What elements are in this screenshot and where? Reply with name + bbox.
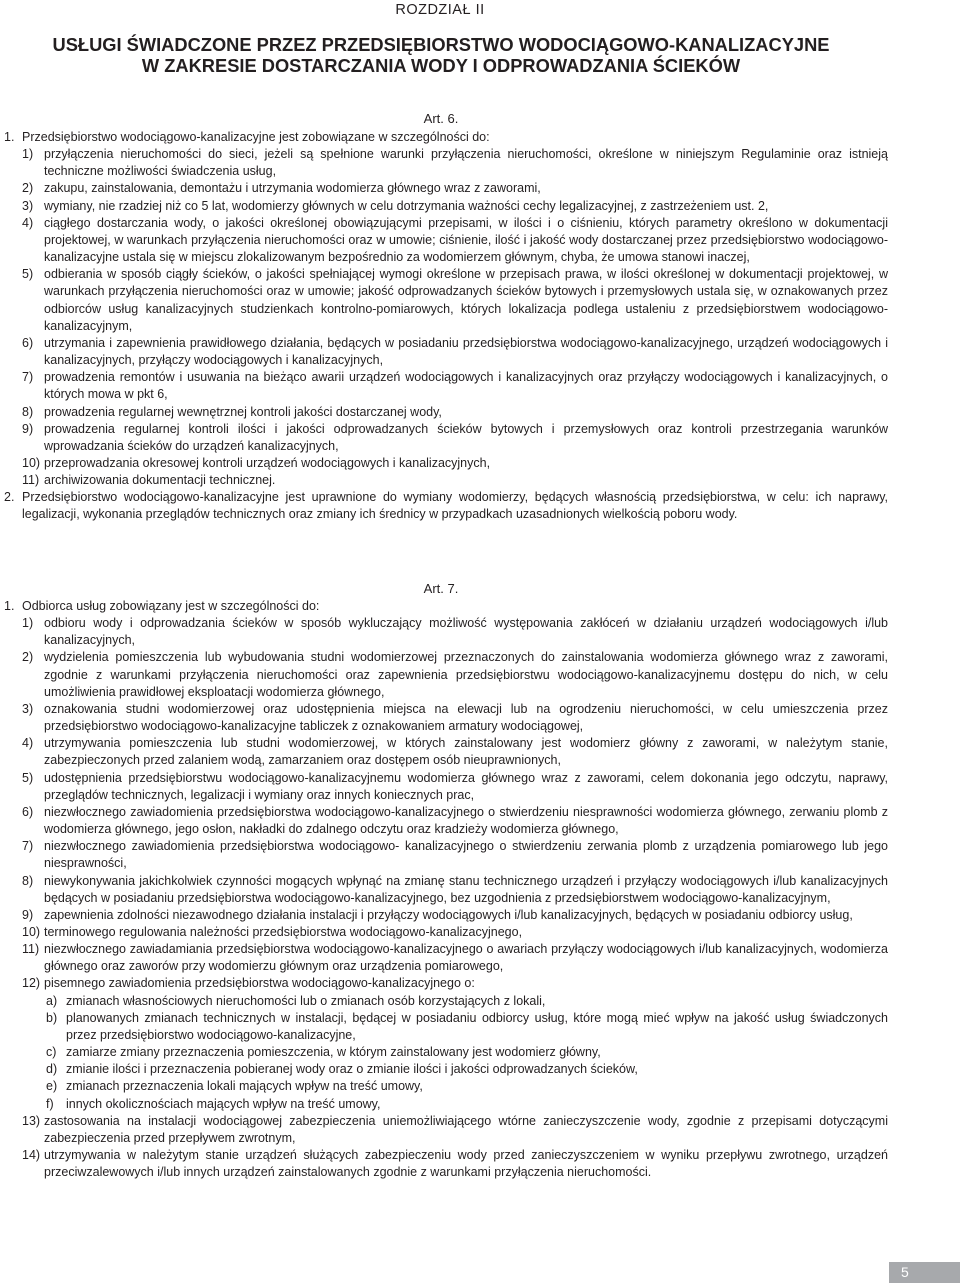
- art7-p1-list-item: [0, 735, 888, 769]
- art7-p1-list-item-text: wydzielenia pomieszczenia lub wybudowania studni wodomierzowej przeznaczonych do zainstalowania wodomierza głównego wraz z zaworami, zgodnie z warunkami przyłączenia nieruchomości oraz zapewnienia przedsiębiorstwu wodociągowo-kanalizacyjnemu dostępu do nich, w celu umożliwienia prawidłowej eksploatacji wodomierza głównego,: [44, 650, 888, 699]
- art6-p1-list-item-text: zakupu, zainstalowania, demontażu i utrzymania wodomierza głównego wraz z zaworami,: [44, 181, 541, 196]
- art6-p1-list-item: [0, 335, 888, 369]
- art6-p1-list-item-number: 3): [22, 198, 34, 213]
- art7-p1-sub-item-text: planowanych zmianach technicznych w instalacji, będącej w posiadaniu odbiorcy usług, które mogą mieć wpływ na jakość usług świadczonych przez przedsiębiorstwo wodociągowo-kanalizacyjne,: [66, 1010, 888, 1042]
- art7-p1-sub-item-text: innych okolicznościach mających wpływ na treść umowy,: [66, 1096, 381, 1111]
- art7-p1-list-item: [0, 907, 888, 924]
- art6-p1-list-item: [0, 180, 888, 197]
- art6-p1-list-item: [0, 198, 888, 215]
- art7-p1-list-item-text: niezwłocznego zawiadomienia przedsiębiorstwa wodociągowo- kanalizacyjnego o stwierdzeniu zerwania plomb z urządzenia pomiarowego lub jego niesprawności,: [44, 839, 888, 871]
- art7-p1-list-item-number: 4): [22, 736, 34, 751]
- art7-p1-list-item: [0, 873, 888, 907]
- art6-p1-list-item-number: 1): [22, 147, 34, 162]
- art7-p1-list-item-text: pisemnego zawiadomienia przedsiębiorstwa wodociągowo-kanalizacyjnego o:: [44, 976, 475, 991]
- art7-p1-list-item-text: udostępnienia przedsiębiorstwu wodociągowo-kanalizacyjnemu wodomierza głównego wraz z zaworami, celem dokonania jego odczytu, naprawy, przeglądów technicznych, legalizacji i wymiany oraz innych koniecznych prac,: [44, 770, 888, 802]
- art6-p1-list-item: [0, 421, 888, 455]
- article-7-body: [0, 598, 888, 1181]
- art7-p1-list-item-number: 13): [22, 1113, 41, 1128]
- art7-p1-sub-item-text: zmianach własnościowych nieruchomości lub o zmianach osób korzystających z lokali,: [66, 993, 546, 1008]
- art7-p1-list-item-number: 9): [22, 907, 34, 922]
- art6-p1-paragraph-text: Przedsiębiorstwo wodociągowo-kanalizacyjne jest zobowiązane w szczególności do:: [22, 130, 490, 144]
- art6-p1-list-item-text: archiwizowania dokumentacji technicznej.: [44, 473, 276, 488]
- chapter-title: [0, 34, 882, 76]
- chapter-label: ROZDZIAŁ II: [395, 2, 485, 18]
- art7-p1-list-item: [0, 649, 888, 700]
- art7-p1-list-item-text: niezwłocznego zawiadomienia przedsiębiorstwa wodociągowo-kanalizacyjnego o stwierdzeniu niesprawności wodomierza głównego, zerwaniu plomb z wodomierza głównego, jego osłon, nakładki do zdalnego odczytu oraz kradzieży wodomierza głównego,: [44, 804, 888, 837]
- art6-p1-list-item-text: przeprowadzania okresowej kontroli urządzeń wodociągowych i kanalizacyjnych,: [44, 455, 491, 470]
- art6-p1-list-item-number: 5): [22, 267, 34, 282]
- art7-p1-sub-item-number: b): [46, 1010, 58, 1025]
- art6-p1-list-item: [0, 215, 888, 266]
- art7-p1-list-item-text: niezwłocznego zawiadamiania przedsiębiorstwa wodociągowo-kanalizacyjnego o awariach przyłączy wodociągowych i/lub kanalizacyjnych, wodomierza głównego oraz zaworów przy wodomierzu głównym oraz urządzenia pomiarowego,: [44, 942, 888, 974]
- article-7-heading: Art. 7.: [423, 581, 459, 596]
- art6-p1-list-item: [0, 404, 888, 421]
- art7-p1-sub-item: [0, 1044, 888, 1061]
- art7-p1-list-item-number: 1): [22, 616, 34, 631]
- art7-p1-list-item-text: oznakowania studni wodomierzowej oraz udostępnienia miejsca na elewacji lub na ogrodzeniu nieruchomości, w celu umieszczenia przez przedsiębiorstwo wodociągowo-kanalizacyjne tabliczek z oznakowaniem armatury wodociągowej,: [44, 701, 888, 734]
- art6-p1-paragraph-number: 1.: [4, 130, 15, 144]
- art7-p1-list-item-number: 3): [22, 701, 34, 716]
- art7-p1-list-item-number: 12): [22, 976, 41, 991]
- art6-p1-list-item-text: przyłączenia nieruchomości do sieci, jeżeli są spełnione warunki przyłączenia nieruchomości, określone w niniejszym Regulaminie oraz istnieją techniczne możliwości świadczenia usług,: [44, 147, 888, 179]
- art7-p1-sub-item: [0, 1061, 888, 1078]
- art7-p1-list-item: [0, 615, 888, 649]
- art7-p1-list-item-text: utrzymywania pomieszczenia lub studni wodomierzowej, w których zainstalowany jest wodomierz główny z zaworami, w należytym stanie, zabezpieczonych przed zalaniem wodą, zamarzaniem oraz dostępem osób nieuprawnionych,: [44, 736, 888, 768]
- art7-p1-sub-item: [0, 1096, 888, 1113]
- art7-p1-list-item-number: 5): [22, 770, 34, 785]
- art7-p1-list-item-text: utrzymywania w należytym stanie urządzeń służących zabezpieczeniu wody przed zanieczyszczeniem w wyniku przepływu zwrotnego, urządzeń przeciwzalewowych i/lub innych urządzeń zainstalowanych zgodnie z warunkami przyłączenia nieruchomości.: [44, 1148, 888, 1180]
- art6-p1-list-item: [0, 369, 888, 403]
- art6-p1-list-item-number: 6): [22, 335, 34, 350]
- art6-p1-list-item-number: 9): [22, 421, 34, 436]
- art6-p1-list-item-text: prowadzenia remontów i usuwania na bieżąco awarii urządzeń wodociągowych i kanalizacyjnych oraz przyłączy wodociągowych i kanalizacyjnych, o których mowa w pkt 6,: [44, 370, 888, 402]
- art6-p1-list-item-number: 10): [22, 455, 41, 470]
- art7-p1-list-item-number: 7): [22, 839, 34, 854]
- art6-p1-list-item-text: prowadzenia regularnej wewnętrznej kontroli jakości dostarczanej wody,: [44, 404, 442, 419]
- art6-p1-list-item: [0, 266, 888, 335]
- art7-p1-list-item: [0, 701, 888, 735]
- article-6-heading: Art. 6.: [423, 111, 459, 126]
- art7-p1-sub-item: [0, 993, 888, 1010]
- art7-p1-sub-item-number: a): [46, 993, 58, 1008]
- art7-p1-list-item: [0, 924, 888, 941]
- art7-p1-list-item-text: zastosowania na instalacji wodociągowej zabezpieczenia uniemożliwiającego wtórne zanieczyszczenie wody, zgodnie z przepisami dotyczącymi zabezpieczenia przed przepływem zwrotnym,: [44, 1113, 888, 1145]
- art7-p1-list-item-text: odbioru wody i odprowadzania ścieków w sposób wykluczający możliwość występowania zakłóceń w działaniu urządzeń wodociągowych i/lub kanalizacyjnych,: [44, 616, 888, 648]
- art6-p1-list-item-number: 7): [22, 370, 34, 385]
- art6-p2-paragraph-text: Przedsiębiorstwo wodociągowo-kanalizacyjne jest uprawnione do wymiany wodomierzy, będących własnością przedsiębiorstwa, w celu: ich naprawy, legalizacji, wykonania przeglądów technicznych oraz zmiany ich średnicy w przypadkach uzasadnionych wielkością poboru wody.: [22, 490, 888, 522]
- art7-p1-list-item-number: 8): [22, 873, 34, 888]
- art7-p1-list-item-text: niewykonywania jakichkolwiek czynności mogących wpłynąć na zmianę stanu technicznego urządzeń i przyłączy wodociągowych i/lub kanalizacyjnych będących w posiadaniu przedsiębiorstwa wodociągowo-kanalizacyjnego, bez uzgodnienia z przedsiębiorstwem wodociągowo-kanalizacyjnym,: [44, 873, 888, 905]
- art6-p1-list-item-number: 2): [22, 181, 34, 196]
- art7-p1-list-item-number: 10): [22, 924, 41, 939]
- art7-p1-list-item-number: 14): [22, 1148, 41, 1162]
- art7-p1-sub-item-number: f): [46, 1096, 54, 1111]
- art7-p1-paragraph: [0, 598, 888, 615]
- art6-p1-list-item-number: 11): [22, 473, 40, 488]
- art6-p1-list-item-number: 8): [22, 404, 34, 419]
- art7-p1-list-item-number: 6): [22, 804, 34, 819]
- art6-p1-list-item-text: wymiany, nie rzadziej niż co 5 lat, wodomierzy głównych w celu dotrzymania ważności cechy legalizacyjnej, z zastrzeżeniem ust. 2,: [44, 198, 769, 213]
- art7-p1-list-item: [0, 1113, 888, 1147]
- art7-p1-list-item: [0, 1147, 888, 1181]
- article-6-body: [0, 129, 888, 524]
- art7-p1-list-item-number: 11): [22, 942, 40, 957]
- art7-p1-sub-item: [0, 1078, 888, 1095]
- art6-p1-paragraph: [0, 129, 888, 146]
- art6-p1-list-item-text: odbierania w sposób ciągły ścieków, o jakości spełniającej wymogi określone w przepisach prawa, w ilości określonej w dokumentacji projektowej, w warunkach przyłączenia nieruchomości oraz w umowie; jakość odprowadzanych ścieków bytowych i przemysłowych ustala się, w oznakowanych przez odbiorców usług kanalizacyjnych studzienkach kontrolno-pomiarowych, których lokalizacja podlega ustaleniu z przedsiębiorstwem wodociągowo-kanalizacyjnym,: [44, 267, 888, 333]
- title-line-1: USŁUGI ŚWIADCZONE PRZEZ PRZEDSIĘBIORSTWO WODOCIĄGOWO-KANALIZACYJNE: [52, 34, 830, 55]
- art7-p1-sub-item-number: d): [46, 1062, 58, 1077]
- art7-p1-sub-item: [0, 1010, 888, 1044]
- art7-p1-sub-item-text: zmianach przeznaczenia lokali mających wpływ na treść umowy,: [66, 1079, 423, 1094]
- art7-p1-list-item-number: 2): [22, 650, 34, 665]
- art7-p1-paragraph-text: Odbiorca usług zobowiązany jest w szczególności do:: [22, 599, 320, 613]
- art6-p1-list-item: [0, 472, 888, 489]
- art7-p1-list-item: [0, 770, 888, 804]
- art7-p1-list-item: [0, 804, 888, 838]
- art6-p1-list-item-text: utrzymania i zapewnienia prawidłowego działania, będących w posiadaniu przedsiębiorstwa wodociągowo-kanalizacyjnego, urządzeń wodociągowych i kanalizacyjnych, przyłączy wodociągowych i kanalizacyjnych,: [44, 335, 888, 368]
- art7-p1-sub-item-text: zmianie ilości i przeznaczenia pobieranej wody oraz o zmianie ilości i jakości odprowadzanych ścieków,: [66, 1062, 638, 1077]
- art7-p1-sub-item-text: zamiarze zmiany przeznaczenia pomieszczenia, w którym zainstalowany jest wodomierz główny,: [66, 1045, 601, 1060]
- art7-p1-paragraph-number: 1.: [4, 599, 15, 613]
- art6-p1-list-item-number: 4): [22, 215, 34, 230]
- art6-p1-list-item: [0, 146, 888, 180]
- art6-p1-list-item-text: ciągłego dostarczania wody, o jakości określonej obowiązującymi przepisami, w ilości i o ciśnieniu, których parametry określono w dokumentacji projektowej, w warunkach przyłączenia nieruchomości oraz w umowie; ciśnienie, ilość i jakość wody dostarczanej przez przedsiębiorstwo wodociągowo-kanalizacyjne ustala się w miejscu zlokalizowanym bezpośrednio za wodomierzem głównym, chyba, że umowa stanowi inaczej,: [44, 215, 888, 265]
- art7-p1-list-item-text: terminowego regulowania należności przedsiębiorstwa wodociągowo-kanalizacyjnego,: [44, 924, 523, 939]
- page-number: 5: [889, 1262, 960, 1283]
- art7-p1-list-item: [0, 975, 888, 992]
- art6-p1-list-item-text: prowadzenia regularnej kontroli ilości i jakości odprowadzanych ścieków bytowych i przemysłowych oraz kontroli przestrzegania warunków wprowadzania ścieków do urządzeń kanalizacyjnych,: [44, 421, 888, 453]
- art6-p2-paragraph-number: 2.: [4, 490, 15, 505]
- art6-p2-paragraph: [0, 489, 888, 523]
- art7-p1-list-item: [0, 941, 888, 975]
- art6-p1-list-item: [0, 455, 888, 472]
- title-line-2: W ZAKRESIE DOSTARCZANIA WODY I ODPROWADZANIA ŚCIEKÓW: [141, 55, 741, 76]
- art7-p1-sub-item-number: c): [46, 1045, 57, 1060]
- art7-p1-list-item-text: zapewnienia zdolności niezawodnego działania instalacji i przyłączy wodociągowych i/lub kanalizacyjnych, będących w posiadaniu odbiorcy usług,: [44, 907, 853, 922]
- art7-p1-list-item: [0, 838, 888, 872]
- art7-p1-sub-item-number: e): [46, 1079, 58, 1094]
